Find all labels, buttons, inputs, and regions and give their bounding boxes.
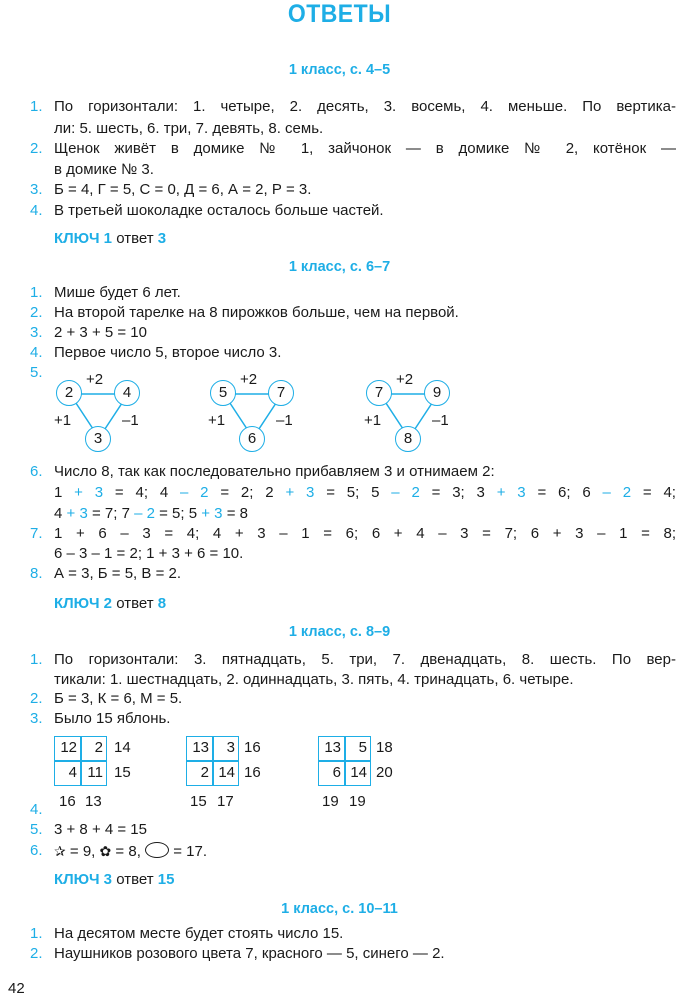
key-answer	[54, 871, 174, 888]
item-text: А = 3, Б = 5, В = 2.	[54, 565, 182, 582]
item-text: Первое число 5, второе число 3.	[54, 344, 282, 361]
triangle-node: 8	[395, 426, 421, 452]
row-sum: 20	[376, 764, 393, 781]
triangle-op-top: +2	[240, 371, 258, 388]
item-number: 5.	[30, 364, 43, 381]
magic-grid	[318, 736, 418, 816]
triangle-node: 5	[210, 380, 236, 406]
key-number: 2	[103, 595, 113, 612]
sequence-part: = 3; 3	[419, 484, 497, 501]
triangle-node: 4	[114, 380, 140, 406]
grid-cell: 6	[332, 764, 341, 781]
item-number: 1.	[30, 284, 43, 301]
triangle-op-top: +2	[396, 371, 414, 388]
col-sum: 15	[190, 793, 207, 810]
key-answer	[54, 595, 166, 612]
sequence-part: 1	[54, 484, 75, 501]
item-number: 1.	[30, 98, 43, 115]
item-number: 4.	[30, 344, 43, 361]
key-label: КЛЮЧ	[54, 871, 100, 888]
sequence-part: = 2; 2	[208, 484, 286, 501]
triangle-diagram	[54, 370, 164, 455]
operation-part: + 3	[285, 484, 315, 501]
operation-part: + 3	[201, 505, 223, 522]
item-text: тикали: 1. шестнадцать, 2. одиннадцать, 3. пять, 4. тринадцать, 6. четыре.	[54, 671, 574, 688]
sequence-part: = 6; 6	[525, 484, 603, 501]
row-sum: 18	[376, 739, 393, 756]
item-text: Было 15 яблонь.	[54, 710, 171, 727]
triangle-op-right: –1	[276, 412, 293, 429]
item-number: 6.	[30, 842, 43, 859]
page-number: 42	[8, 980, 25, 997]
key-number: 1	[103, 230, 113, 247]
operation-part: + 3	[74, 484, 104, 501]
sequence-part: = 4;	[631, 484, 676, 501]
magic-grid	[54, 736, 154, 816]
item-text: ли: 5. шесть, 6. три, 7. девять, 8. семь.	[54, 120, 324, 137]
circle-icon	[145, 842, 169, 858]
key-answer-value: 15	[157, 871, 175, 888]
item-text: Наушников розового цвета 7, красного — 5, синего — 2.	[54, 945, 445, 962]
item-number: 1.	[30, 651, 43, 668]
key-answer-value: 8	[157, 595, 167, 612]
sequence-part: 4	[54, 505, 67, 522]
item-number: 4.	[30, 202, 43, 219]
triangle-op-left: +1	[54, 412, 72, 429]
item-text: 1 + 6 – 3 = 4; 4 + 3 – 1 = 6; 6 + 4 – 3 = 7; 6 + 3 – 1 = 8;	[54, 525, 676, 542]
grid-cell: 14	[350, 764, 367, 781]
col-sum: 13	[85, 793, 102, 810]
item-number: 2.	[30, 945, 43, 962]
operation-part: – 2	[391, 484, 420, 501]
equation-part: = 8,	[115, 843, 141, 860]
item-text: 2 + 3 + 5 = 10	[54, 324, 147, 341]
section-heading: 1 класс, с. 6–7	[288, 259, 391, 275]
key-answer-word: ответ	[116, 871, 154, 888]
sequence-line	[54, 483, 676, 503]
col-sum: 19	[349, 793, 366, 810]
grid-cell: 2	[94, 739, 103, 756]
equation-part: = 9,	[69, 843, 96, 860]
grid-cell: 12	[60, 739, 77, 756]
grid-cell: 14	[218, 764, 235, 781]
item-text: 3 + 8 + 4 = 15	[54, 821, 147, 838]
operation-part: + 3	[496, 484, 526, 501]
item-number: 6.	[30, 463, 43, 480]
row-sum: 16	[244, 739, 261, 756]
page-title: ОТВЕТЫ	[287, 0, 392, 28]
item-text: На второй тарелке на 8 пирожков больше, чем на первой.	[54, 304, 459, 321]
operation-part: – 2	[602, 484, 632, 501]
item-text: По горизонтали: 3. пятнадцать, 5. три, 7. двенадцать, 8. шесть. По вер-	[54, 651, 676, 668]
key-answer-word: ответ	[116, 230, 154, 247]
item-text: На десятом месте будет стоять число 15.	[54, 925, 344, 942]
sequence-part: = 7; 7	[87, 505, 135, 522]
triangle-op-right: –1	[122, 412, 139, 429]
triangle-node: 3	[85, 426, 111, 452]
grid-cell: 11	[87, 764, 103, 781]
triangle-diagram	[364, 370, 474, 455]
row-sum: 16	[244, 764, 261, 781]
item-text: Б = 4, Г = 5, С = 0, Д = 6, А = 2, Р = 3.	[54, 181, 312, 198]
triangle-node: 2	[56, 380, 82, 406]
grid-cell: 2	[200, 764, 209, 781]
grid-cell: 13	[192, 739, 209, 756]
item-number: 7.	[30, 525, 43, 542]
triangle-op-left: +1	[364, 412, 382, 429]
triangle-op-right: –1	[432, 412, 449, 429]
item-number: 4.	[30, 801, 43, 818]
item-text: В третьей шоколадке осталось больше частей.	[54, 202, 384, 219]
section-heading: 1 класс, с. 10–11	[281, 901, 398, 917]
flower-icon: ✿	[99, 843, 112, 859]
grid-cell: 4	[68, 764, 77, 781]
equation-part: = 17.	[173, 843, 207, 860]
item-number: 8.	[30, 565, 43, 582]
triangle-node: 6	[239, 426, 265, 452]
key-answer	[54, 230, 166, 247]
key-number: 3	[103, 871, 113, 888]
key-label: КЛЮЧ	[54, 230, 100, 247]
operation-part: – 2	[134, 505, 155, 522]
item-number: 1.	[30, 925, 43, 942]
item-text: Мише будет 6 лет.	[54, 284, 181, 301]
triangle-op-top: +2	[86, 371, 104, 388]
triangle-node: 7	[268, 380, 294, 406]
sequence-part: = 5; 5	[314, 484, 392, 501]
key-answer-value: 3	[157, 230, 167, 247]
item-number: 3.	[30, 710, 43, 727]
item-text: По горизонтали: 1. четыре, 2. десять, 3. восемь, 4. меньше. По вертика-	[54, 98, 676, 115]
row-sum: 15	[114, 764, 131, 781]
item-text: 6 – 3 – 1 = 2; 1 + 3 + 6 = 10.	[54, 545, 244, 562]
item-text: Щенок живёт в домике № 1, зайчонок — в домике № 2, котёнок —	[54, 140, 676, 157]
grid-cell: 3	[226, 739, 235, 756]
triangle-node: 7	[366, 380, 392, 406]
col-sum: 19	[322, 793, 339, 810]
symbol-equation	[54, 841, 207, 862]
item-text: Б = 3, К = 6, М = 5.	[54, 690, 183, 707]
sequence-part: = 5; 5	[154, 505, 202, 522]
item-number: 2.	[30, 690, 43, 707]
row-sum: 14	[114, 739, 131, 756]
item-number: 3.	[30, 324, 43, 341]
triangle-diagram	[208, 370, 318, 455]
item-number: 2.	[30, 140, 43, 157]
operation-part: – 2	[180, 484, 209, 501]
item-number: 3.	[30, 181, 43, 198]
magic-grid	[186, 736, 286, 816]
star-icon: ✰	[54, 843, 66, 859]
item-number: 2.	[30, 304, 43, 321]
grid-cell: 13	[324, 739, 341, 756]
sequence-part: = 8	[222, 505, 248, 522]
item-number: 5.	[30, 821, 43, 838]
item-text: Число 8, так как последовательно прибавляем 3 и отнимаем 2:	[54, 463, 495, 480]
grid-cell: 5	[358, 739, 367, 756]
sequence-part: = 4; 4	[103, 484, 181, 501]
sequence-line	[54, 504, 248, 524]
triangle-op-left: +1	[208, 412, 226, 429]
col-sum: 16	[59, 793, 76, 810]
triangle-node: 9	[424, 380, 450, 406]
key-answer-word: ответ	[116, 595, 154, 612]
item-text: в домике № 3.	[54, 161, 154, 178]
section-heading: 1 класс, с. 8–9	[288, 624, 391, 640]
col-sum: 17	[217, 793, 234, 810]
section-heading: 1 класс, с. 4–5	[288, 62, 391, 78]
key-label: КЛЮЧ	[54, 595, 100, 612]
operation-part: + 3	[66, 505, 88, 522]
